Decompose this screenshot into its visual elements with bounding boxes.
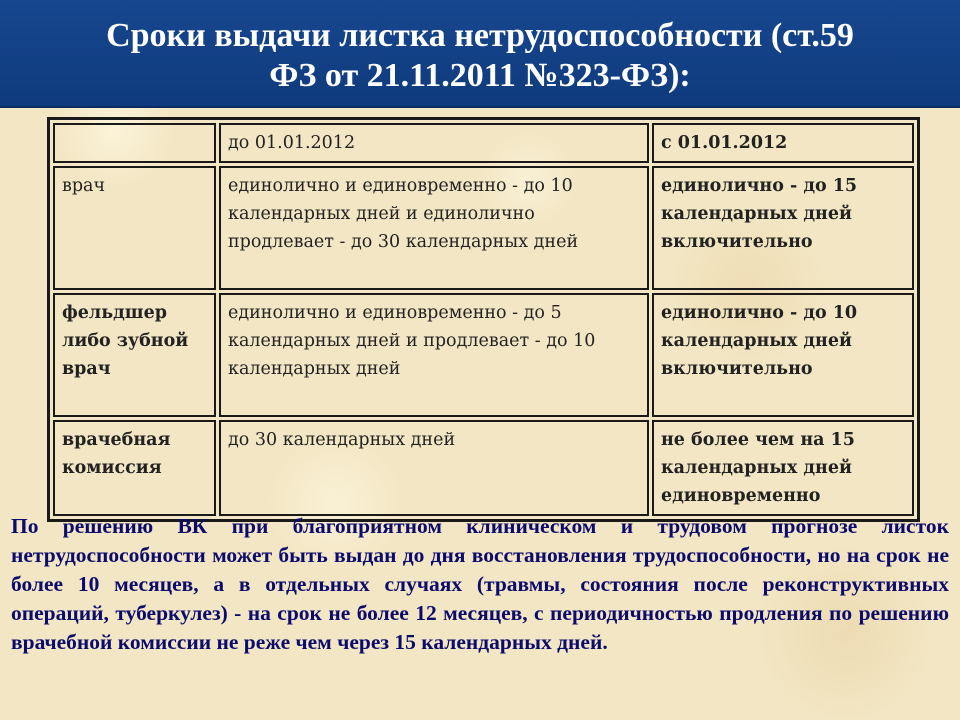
role-cell: врач [53, 166, 216, 290]
vk-note-paragraph: По решению ВК при благоприятном клиническом и трудовом прогнозе листок нетрудоспособности может быть выдан до дня восстановления трудоспособности, но на срок не более 10 месяцев, а в отдельных случаях (травмы, состояния после реконструктивных операций, туберкулез) - на срок не более 12 месяцев, с периодичностью продления по решению врачебной комиссии не реже чем через 15 календарных дней. [11, 514, 949, 654]
terms-table [47, 117, 920, 522]
role-cell: фельдшер либо зубной врач [53, 293, 216, 417]
before-cell: единолично и единовременно - до 5 календарных дней и продлевает - до 10 календарных дней [219, 293, 649, 417]
after-cell: не более чем на 15 календарных дней единовременно [652, 420, 914, 516]
title-banner [0, 0, 960, 108]
before-cell: единолично и единовременно - до 10 календарных дней и единолично продлевает - до 30 календарных дней [219, 166, 649, 290]
before-cell: до 30 календарных дней [219, 420, 649, 516]
table-header-row [53, 123, 914, 163]
header-cell-empty [53, 123, 216, 163]
after-cell: единолично - до 10 календарных дней включительно [652, 293, 914, 417]
table-row [53, 166, 914, 290]
slide-title-line-2: ФЗ от 21.11.2011 №323-ФЗ): [269, 57, 691, 94]
table-row [53, 293, 914, 417]
terms-table-container [47, 117, 914, 522]
table-row [53, 420, 914, 516]
header-cell-before-2012: до 01.01.2012 [219, 123, 649, 163]
role-cell: врачебная комиссия [53, 420, 216, 516]
slide-title-line-1: Сроки выдачи листка нетрудоспособности (ст.59 [106, 17, 854, 54]
after-cell: единолично - до 15 календарных дней включительно [652, 166, 914, 290]
header-cell-from-2012: с 01.01.2012 [652, 123, 914, 163]
